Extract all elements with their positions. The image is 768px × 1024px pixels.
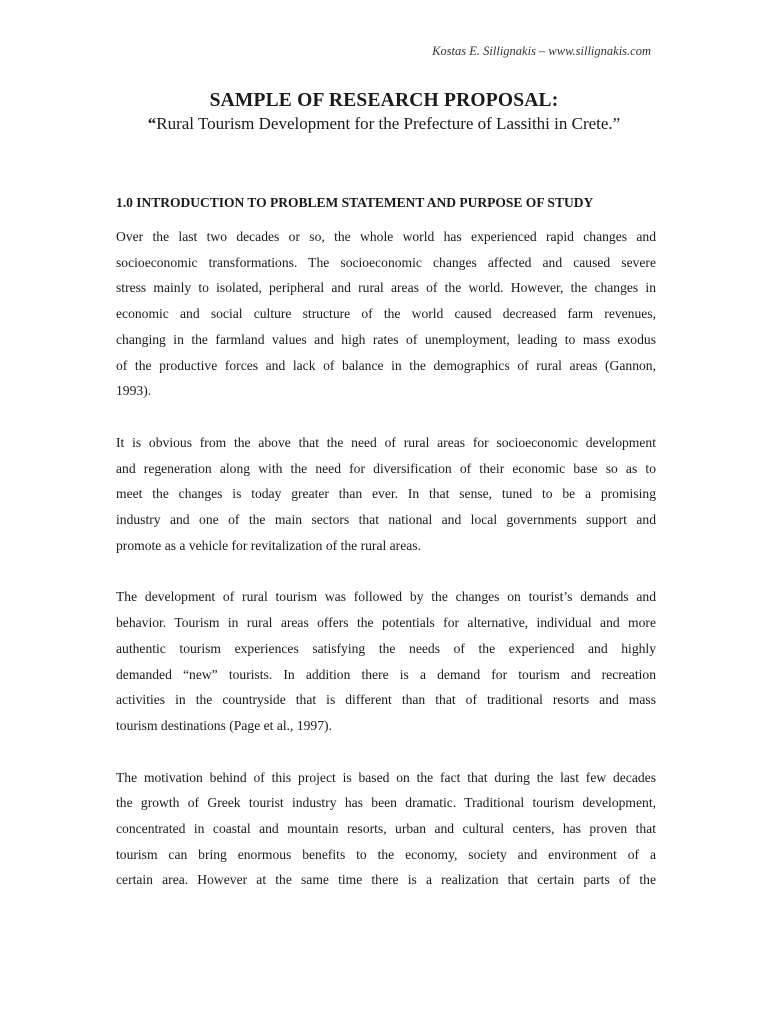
paragraph-line: economic and social culture structure of the world caused decreased farm revenues, <box>116 306 656 322</box>
running-header: Kostas E. Sillignakis – www.sillignakis.com <box>432 44 651 58</box>
paragraph-line: tourism destinations (Page et al., 1997). <box>116 717 332 733</box>
paragraph <box>116 224 656 404</box>
paragraph-line: industry and one of the main sectors that national and local governments support and <box>116 512 656 528</box>
paragraph-line: activities in the countryside that is different than that of traditional resorts and mass <box>116 692 656 708</box>
paragraph-line: Over the last two decades or so, the whole world has experienced rapid changes and <box>116 229 656 244</box>
paragraph-line: socioeconomic transformations. The socioeconomic changes affected and caused severe <box>116 254 656 270</box>
document-title: SAMPLE OF RESEARCH PROPOSAL: <box>209 90 559 111</box>
body-text <box>116 193 656 919</box>
paragraph-line: concentrated in coastal and mountain resorts, urban and cultural centers, has proven that <box>116 821 656 837</box>
paragraph-line: changing in the farmland values and high rates of unemployment, leading to mass exodus <box>116 331 656 347</box>
paragraph <box>116 430 656 559</box>
paragraph-line: of the productive forces and lack of balance in the demographics of rural areas (Gannon, <box>116 357 656 373</box>
document-subtitle <box>0 113 768 135</box>
paragraph-line: It is obvious from the above that the need of rural areas for socioeconomic development <box>116 434 656 450</box>
paragraph-line: tourism can bring enormous benefits to the economy, society and environment of a <box>116 846 656 862</box>
paragraph-line: and regeneration along with the need for diversification of their economic base so as to <box>116 460 656 476</box>
paragraph-line: meet the changes is today greater than ever. In that sense, tuned to be a promising <box>116 486 656 502</box>
subtitle-open-quote: “ <box>147 114 157 133</box>
paragraph <box>116 584 656 738</box>
paragraph-line: stress mainly to isolated, peripheral and rural areas of the world. However, the changes in <box>116 280 656 296</box>
title-block <box>0 89 768 135</box>
section-heading: 1.0 INTRODUCTION TO PROBLEM STATEMENT AND PURPOSE OF STUDY <box>116 195 594 210</box>
subtitle-text: Rural Tourism Development for the Prefecture of Lassithi in Crete.” <box>156 114 621 133</box>
paragraph-line: behavior. Tourism in rural areas offers the potentials for alternative, individual and more <box>116 615 656 631</box>
paragraph-line: the growth of Greek tourist industry has been dramatic. Traditional tourism development, <box>116 795 656 811</box>
paragraph-line: The motivation behind of this project is based on the fact that during the last few decades <box>116 769 656 785</box>
paragraph-line: 1993). <box>116 383 152 399</box>
paragraph-line: certain area. However at the same time there is a realization that certain parts of the <box>116 872 656 888</box>
paragraph-line: authentic tourism experiences satisfying the needs of the experienced and highly <box>116 640 656 656</box>
paragraph-line: The development of rural tourism was followed by the changes on tourist’s demands and <box>116 589 656 605</box>
paragraph <box>116 765 656 894</box>
paragraph-line: demanded “new” tourists. In addition there is a demand for tourism and recreation <box>116 666 656 682</box>
paragraph-line: promote as a vehicle for revitalization of the rural areas. <box>116 537 421 553</box>
